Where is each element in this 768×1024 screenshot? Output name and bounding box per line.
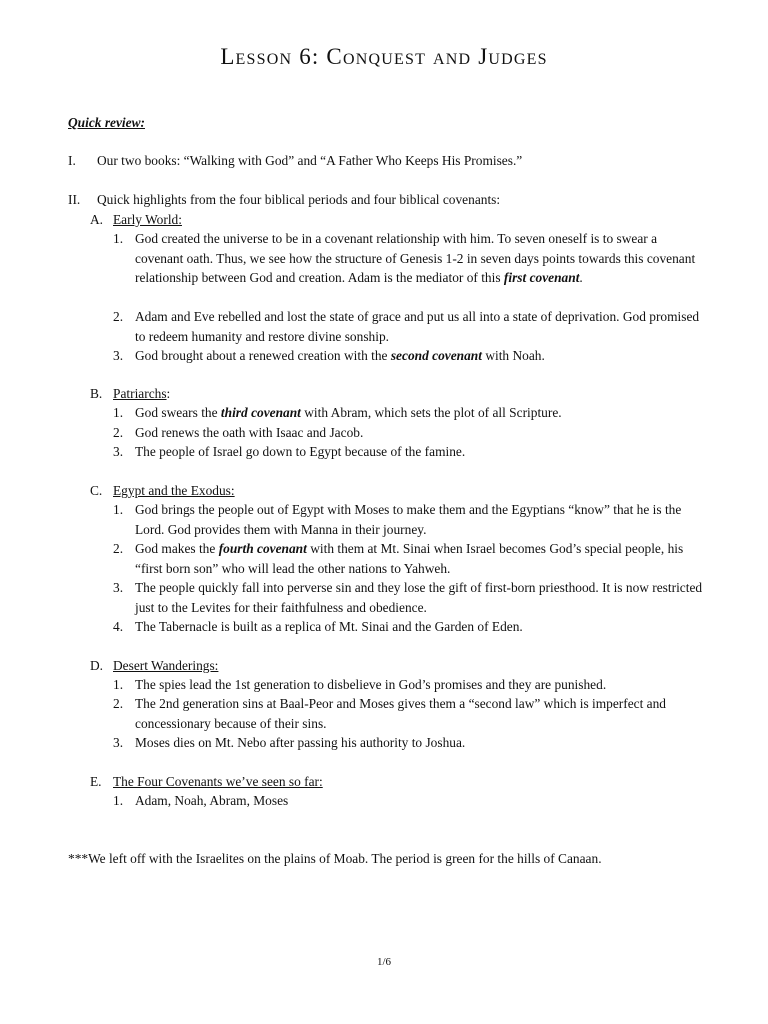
item-text: God renews the oath with Isaac and Jacob. [135, 425, 364, 440]
item-number: 1. [113, 231, 124, 246]
section-heading: Egypt and the Exodus: [113, 483, 235, 498]
item-number: 2. [113, 425, 124, 440]
section-letter: C. [90, 483, 103, 498]
section-desert-wanderings [90, 656, 218, 676]
point-i [68, 151, 522, 171]
item-number: 3. [113, 444, 124, 459]
point-ii [68, 190, 500, 210]
section-early-world [90, 210, 182, 230]
item-text: The 2nd generation sins at Baal-Peor and Moses gives them a “second law” which is imperfect and concessionary because of their sins. [135, 696, 667, 731]
point-ii-text: Quick highlights from the four biblical periods and four biblical covenants: [97, 192, 501, 207]
item-text [135, 229, 705, 288]
item-emphasis: second covenant [390, 348, 482, 363]
section-heading-after: : [166, 386, 171, 401]
section-letter: D. [90, 658, 104, 673]
item-text-main: God makes the [135, 541, 216, 556]
item-text [135, 403, 705, 423]
point-i-text: Our two books: “Walking with God” and “A Father Who Keeps His Promises.” [97, 153, 523, 168]
item-text: Adam, Noah, Abram, Moses [135, 793, 289, 808]
quick-review-heading: Quick review: [68, 115, 145, 130]
section-heading: Desert Wanderings: [113, 658, 219, 673]
item-text: Moses dies on Mt. Nebo after passing his authority to Joshua. [135, 735, 466, 750]
item-emphasis: third covenant [220, 405, 301, 420]
point-i-number: I. [68, 153, 76, 168]
item-text [135, 346, 705, 366]
item-number: 1. [113, 677, 124, 692]
item-text: The Tabernacle is built as a replica of Mt. Sinai and the Garden of Eden. [135, 619, 523, 634]
item-text: The people quickly fall into perverse sin and they lose the gift of first-born priesthood. It is now restricted just to the Levites for their faithfulness and obedience. [135, 580, 703, 615]
item-text [135, 539, 705, 578]
item-number: 2. [113, 541, 124, 556]
section-heading: Early World: [113, 212, 182, 227]
section-four-covenants [90, 772, 323, 792]
item-text: Adam and Eve rebelled and lost the state of grace and put us all into a state of deprivation. God promised to redeem humanity and restore divine sonship. [135, 309, 700, 344]
section-letter: E. [90, 774, 102, 789]
item-number: 2. [113, 696, 124, 711]
item-text: The spies lead the 1st generation to disbelieve in God’s promises and they are punished. [135, 677, 607, 692]
item-text-main: God brought about a renewed creation with the [135, 348, 388, 363]
section-patriarchs [90, 384, 170, 404]
item-number: 1. [113, 793, 124, 808]
item-number: 1. [113, 502, 124, 517]
item-text-after: . [579, 270, 583, 285]
item-number: 3. [113, 580, 124, 595]
section-heading: Patriarchs [113, 386, 167, 401]
item-text-after: with Abram, which sets the plot of all Scripture. [300, 405, 562, 420]
closing-note: ***We left off with the Israelites on the plains of Moab. The period is green for the hills of Canaan. [68, 851, 602, 866]
item-emphasis: fourth covenant [218, 541, 307, 556]
item-text: God brings the people out of Egypt with Moses to make them and the Egyptians “know” that he is the Lord. God provides them with Manna in their journey. [135, 502, 682, 537]
section-letter: B. [90, 386, 103, 401]
item-number: 2. [113, 309, 124, 324]
item-text-after: with Noah. [481, 348, 545, 363]
item-text-after: with them at Mt. Sinai when Israel becomes God’s special people, his “first born son” who will lead the other nations to Yahweh. [135, 541, 684, 576]
point-ii-number: II. [68, 192, 81, 207]
section-egypt-exodus [90, 481, 235, 501]
section-letter: A. [90, 212, 104, 227]
item-emphasis: first covenant [503, 270, 580, 285]
item-text-main: God created the universe to be in a covenant relationship with him. To seven oneself is to swear a covenant oath. Thus, we see how the structure of Genesis 1-2 in seven days points towards this covenant relationship between God and creation. Adam is the mediator of this [135, 231, 696, 285]
item-text: The people of Israel go down to Egypt because of the famine. [135, 444, 466, 459]
item-number: 1. [113, 405, 124, 420]
page-number: 1/6 [376, 956, 392, 968]
item-number: 3. [113, 735, 124, 750]
item-number: 3. [113, 348, 124, 363]
lesson-title: Lesson 6: Conquest and Judges [220, 44, 548, 69]
section-heading: The Four Covenants we’ve seen so far: [113, 774, 323, 789]
item-text-main: God swears the [135, 405, 218, 420]
item-number: 4. [113, 619, 124, 634]
